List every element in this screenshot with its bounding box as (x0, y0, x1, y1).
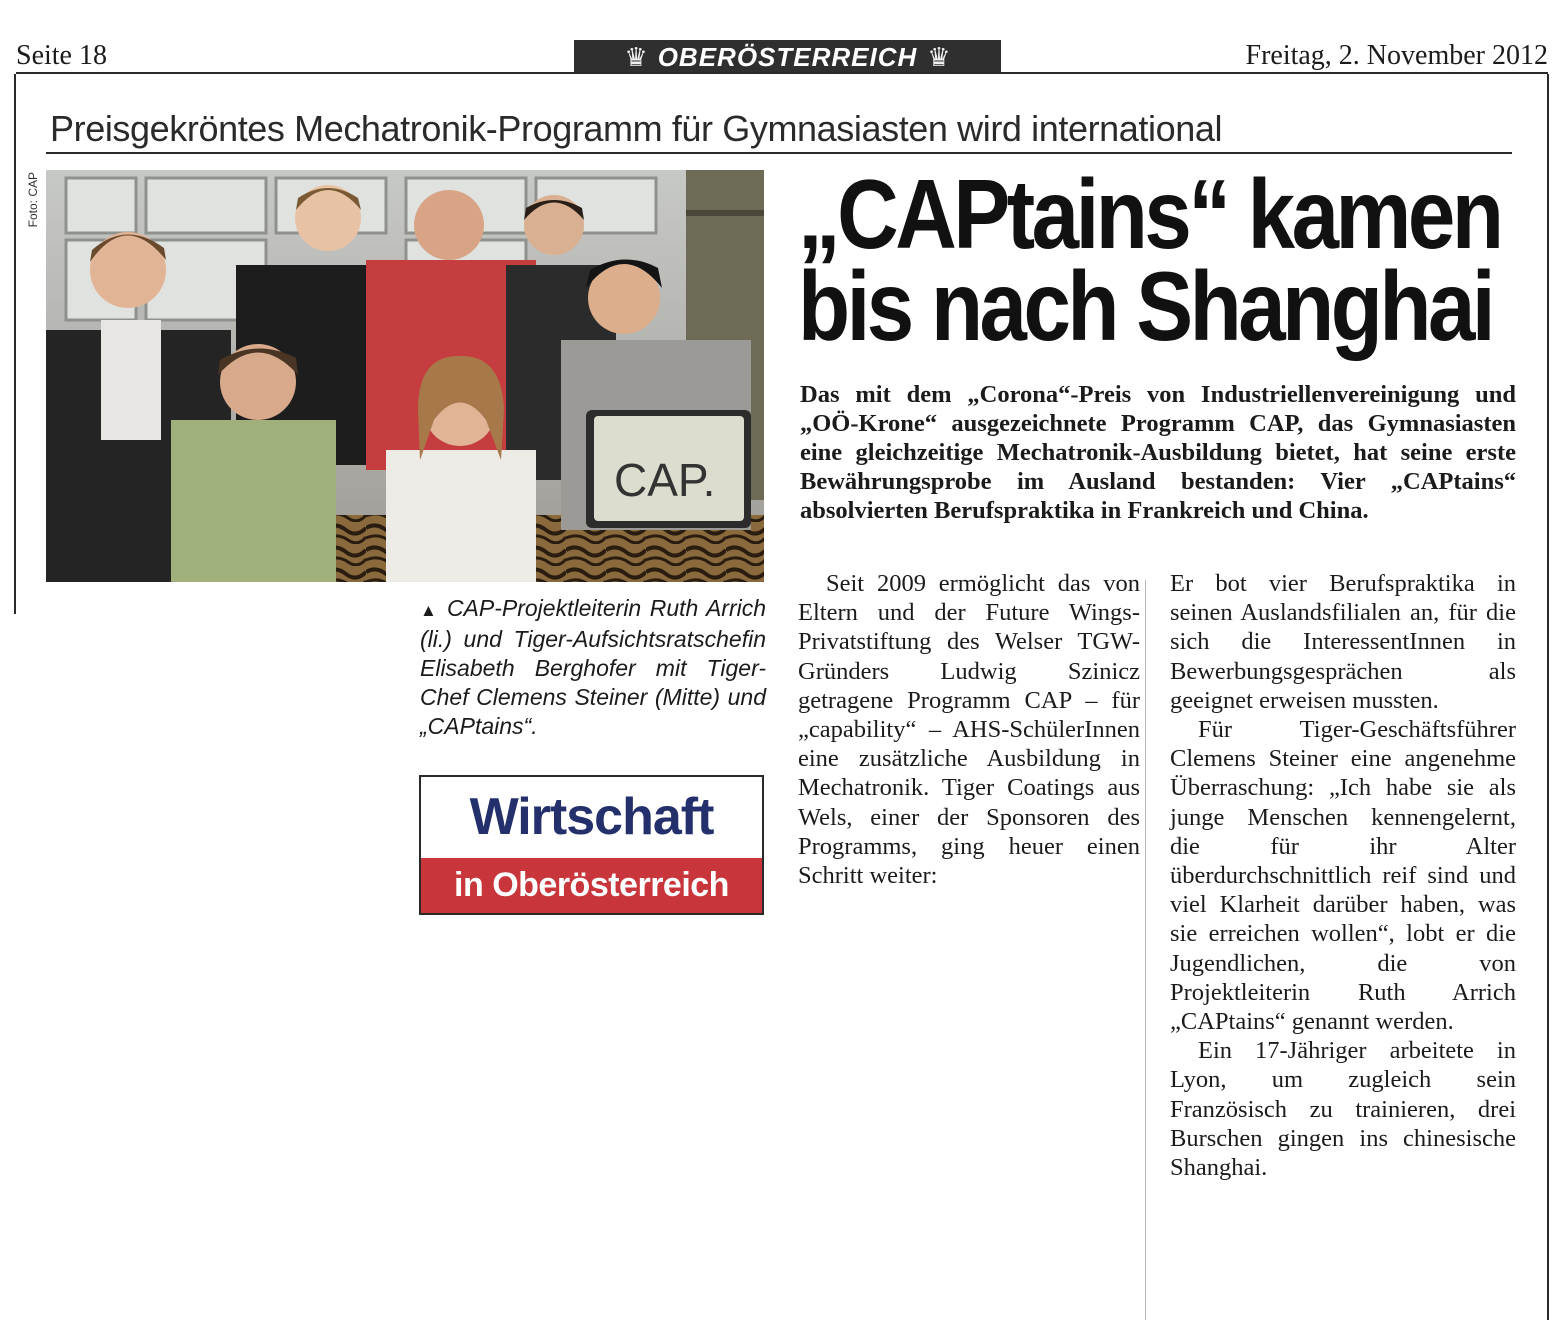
frame-line-right (1547, 74, 1549, 1320)
headline-line-2: bis nach Shanghai (798, 251, 1493, 361)
caption-text: CAP-Projektleiterin Ruth Arrich (li.) und Tiger-Aufsichtsratschefin Elisabeth Berghofer mit Tiger-Chef Clemens Steiner (Mitte) und „CAPtains“. (420, 595, 767, 739)
body-column-2 (1170, 569, 1516, 1182)
body-paragraph: Er bot vier Berufspraktika in seinen Auslandsfilialen an, für die sich die InteressentInnen in Bewerbungsgesprächen als geeignet erweisen mussten. (1170, 570, 1516, 714)
headline-line-1: „CAPtains“ kamen (798, 159, 1501, 269)
photo-cap-sign: CAP. (614, 454, 716, 506)
body-column-1 (798, 569, 1140, 890)
issue-date: Freitag, 2. November 2012 (1245, 40, 1548, 71)
frame-line-left (14, 74, 16, 614)
article-lead: Das mit dem „Corona“-Preis von Industriellenvereinigung und „OÖ-Krone“ ausgezeichnete Programm CAP, das Gymnasiasten eine gleichzeitige Mechatronik-Ausbildung bietet, hat seine erste Bewährungsprobe im Ausland bestanden: Vier „CAPtains“ absolvierten Berufspraktika in Frankreich und China. (800, 381, 1516, 524)
article-headline (798, 159, 1501, 361)
column-divider (1145, 580, 1146, 1320)
body-paragraph: Für Tiger-Geschäftsführer Clemens Steiner eine angenehme Überraschung: „Ich habe sie als junge Menschen kennengelernt, die für ihr Alter überdurchschnittlich reif sind und viel Klarheit darüber haben, was sie erreichen wollen“, lobt er die Jugendlichen, die von Projektleiterin Ruth Arrich „CAPtains“ genannt werden. (1170, 716, 1516, 1036)
crown-icon: ♛ (624, 42, 648, 72)
kicker-underline (46, 152, 1512, 154)
body-paragraph: Ein 17-Jähriger arbeitete in Lyon, um zugleich sein Französisch zu trainieren, drei Burschen gingen ins chinesische Shanghai. (1170, 1037, 1516, 1182)
body-paragraph: Seit 2009 ermöglicht das von Eltern und der Future Wings-Privatstiftung des Welser TGW-Gründers Ludwig Szinicz getragene Programm CAP – für „capability“ – AHS-SchülerInnen eine zusätzliche Ausbildung in Mechatronik. Tiger Coatings aus Wels, einer der Sponsoren des Programms, ging heuer einen Schritt weiter: (798, 570, 1140, 890)
article-kicker: Preisgekröntes Mechatronik-Programm für Gymnasiasten wird international (50, 108, 1223, 149)
photo-credit: Foto: CAP (26, 172, 40, 228)
header-rule (16, 72, 1548, 74)
ressort-title: Wirtschaft (469, 788, 714, 846)
section-banner (574, 40, 1001, 74)
crown-icon: ♛ (927, 42, 951, 72)
ressort-subtitle: in Oberösterreich (421, 858, 762, 913)
ressort-box (419, 775, 764, 915)
photo-caption (420, 594, 766, 741)
section-label: OBERÖSTERREICH (657, 41, 918, 72)
page-number: Seite 18 (16, 40, 107, 71)
caption-arrow-icon: ▲ (420, 601, 439, 620)
article-photo (46, 170, 764, 582)
